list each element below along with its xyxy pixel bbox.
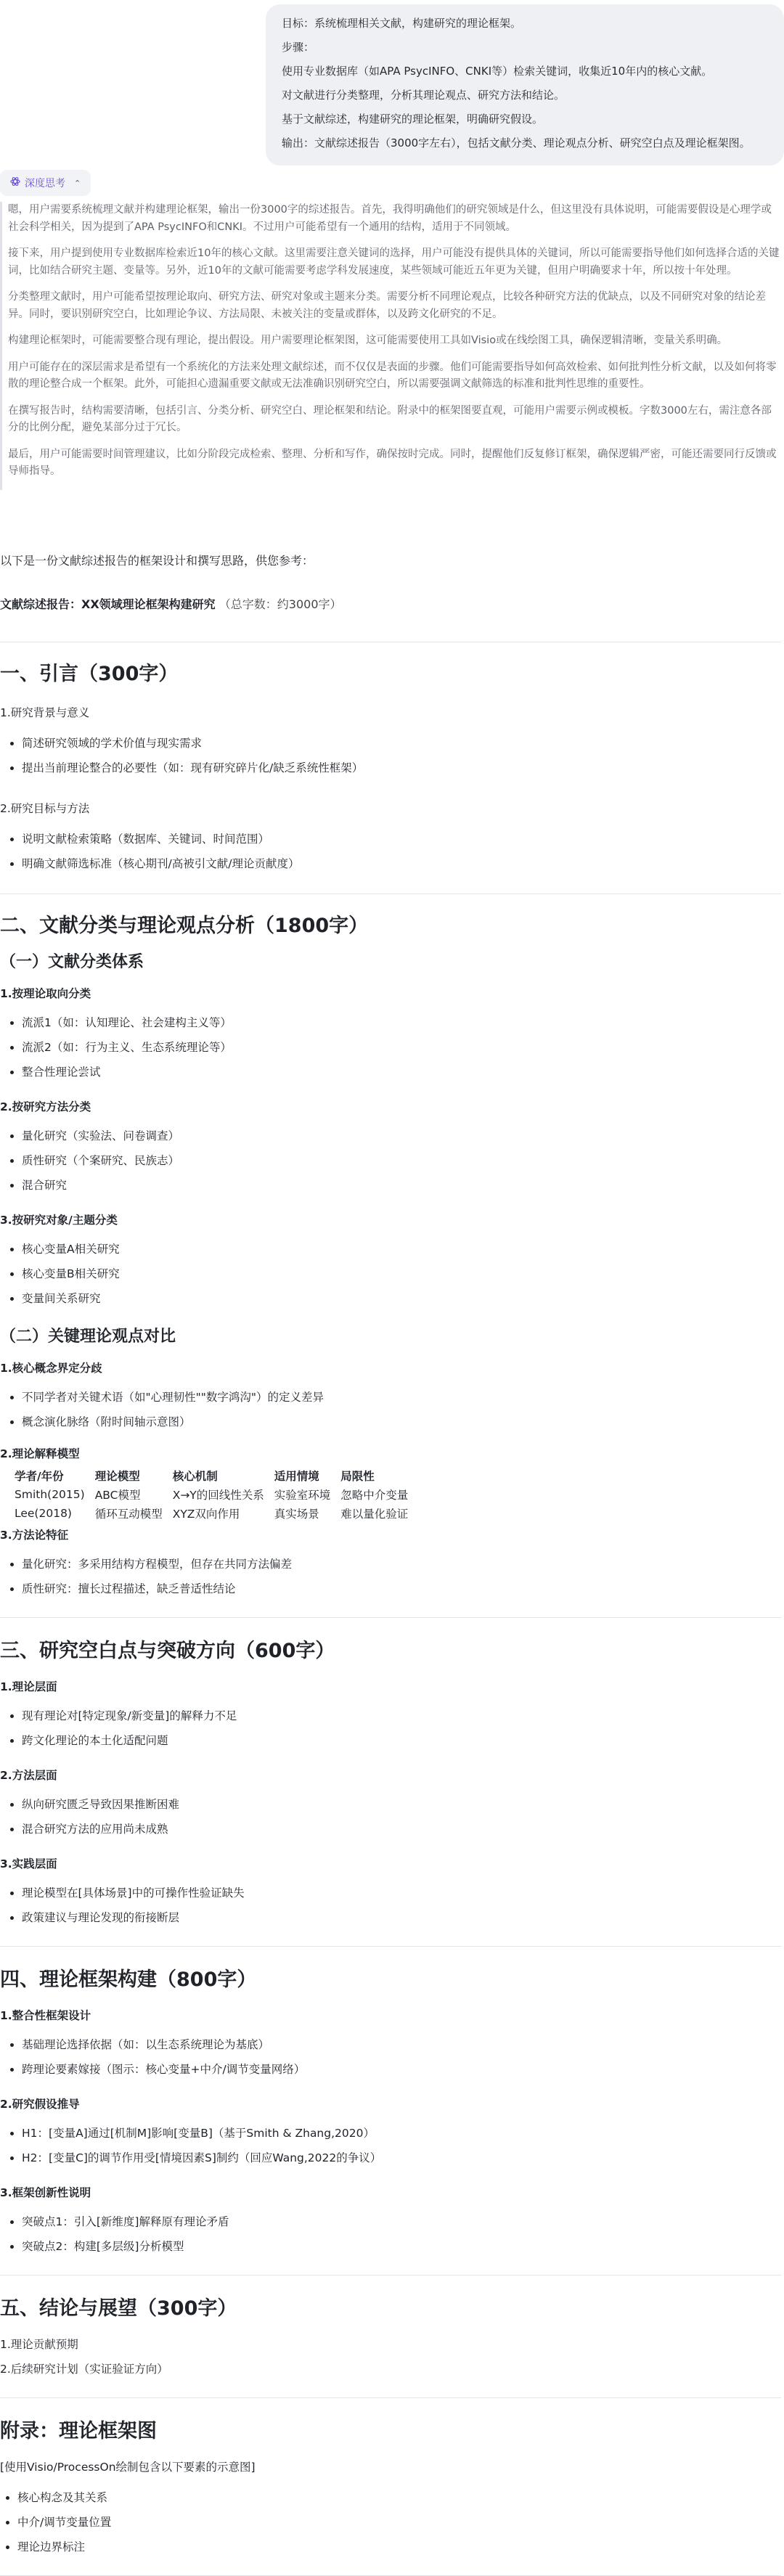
- subsection-heading: （一）文献分类体系: [0, 953, 144, 971]
- table-cell: XYZ双向作用: [172, 1508, 240, 1521]
- list-item: • H1：[变量A]通过[机制M]影响[变量B]（基于Smith & Zhang,2020）: [22, 2121, 781, 2146]
- list-item: • H2：[变量C]的调节作用受[情境因素S]制约（回应Wang,2022的争议）: [22, 2146, 781, 2170]
- list-item: • 突破点1：引入[新维度]解释原有理论矛盾: [22, 2209, 781, 2234]
- bullet-list: [0, 1010, 781, 1084]
- section-heading: 一、引言（300字）: [0, 663, 179, 685]
- list-item: • 理论边界标注: [17, 2535, 781, 2559]
- table-cell: 忽略中介变量: [340, 1489, 409, 1502]
- subsection-label: 1.研究背景与意义: [0, 706, 90, 719]
- table-cell: Smith(2015): [15, 1488, 85, 1501]
- list-item: • 简述研究领域的学术价值与现实需求: [22, 731, 781, 756]
- subsection-label: 2.按研究方法分类: [0, 1100, 91, 1113]
- subsection-label: 3.框架创新性说明: [0, 2186, 91, 2199]
- report-title: [0, 594, 781, 642]
- bullet-list: [0, 1881, 781, 1930]
- subsection-label: 2.研究假设推导: [0, 2098, 80, 2111]
- table-row: [15, 1504, 418, 1523]
- bullet-list: [0, 2209, 781, 2259]
- thinking-paragraph: 接下来，用户提到使用专业数据库检索近10年的核心文献。这里需要注意关键词的选择，用户可能没有提供具体的关键词，所以可能需要指导他们如何选择合适的关键词，比如结合研究主题、变量等。另外，近10年的文献可能需要考虑学科发展速度，某些领域可能近五年更为关键，但用户明确要求十年，所以按十年处理。: [8, 248, 780, 277]
- list-item: • 理论模型在[具体场景]中的可操作性验证缺失: [22, 1881, 781, 1905]
- section-heading: 二、文献分类与理论观点分析（1800字）: [0, 915, 369, 937]
- section-heading: 五、结论与展望（300字）: [0, 2297, 237, 2320]
- thinking-paragraph: 最后，用户可能需要时间管理建议，比如分阶段完成检索、整理、分析和写作，确保按时完成。同时，提醒他们反复修订框架，确保逻辑严密，可能还需要同行反馈或导师指导。: [8, 448, 777, 477]
- section-heading: 四、理论框架构建（800字）: [0, 1968, 257, 1991]
- subsection-label: 1.理论贡献预期: [0, 2338, 78, 2351]
- list-item: • 混合研究: [22, 1173, 781, 1198]
- table-cell: ABC模型: [94, 1489, 141, 1502]
- list-item: • 说明文献检索策略（数据库、关键词、时间范围）: [22, 827, 781, 851]
- list-item: • 量化研究（实验法、问卷调查）: [22, 1124, 781, 1148]
- list-item: • 不同学者对关键术语（如"心理韧性""数字鸿沟"）的定义差异: [22, 1385, 781, 1410]
- list-item: • 变量间关系研究: [22, 1286, 781, 1311]
- list-item: • 核心变量A相关研究: [22, 1237, 781, 1262]
- table-header-cell: 适用情境: [274, 1470, 319, 1483]
- list-item: • 跨理论要素嫁接（图示：核心变量+中介/调节变量网络）: [22, 2057, 781, 2082]
- list-item: • 流派1（如：认知理论、社会建构主义等）: [22, 1010, 781, 1035]
- list-item: • 质性研究：擅长过程描述，缺乏普适性结论: [22, 1577, 781, 1601]
- list-item: • 明确文献筛选标准（核心期刊/高被引文献/理论贡献度）: [22, 851, 781, 876]
- bullet-list: [0, 731, 781, 780]
- user-message-line: 步骤：: [282, 41, 315, 54]
- user-message-line: 基于文献综述，构建研究的理论框架，明确研究假设。: [282, 113, 544, 126]
- thinking-paragraph: 嗯，用户需要系统梳理文献并构建理论框架，输出一份3000字的综述报告。首先，我得明确他们的研究领域是什么，但这里没有具体说明，可能需要假设是心理学或社会科学相关，因为提到了APA PsycINFO和CNKI。不过用户可能希望有一个通用的结构，适用于不同领域。: [8, 204, 772, 233]
- bullet-list: [0, 2032, 781, 2082]
- subsection-label: 1.按理论取向分类: [0, 987, 91, 1000]
- user-message-line: 使用专业数据库（如APA PsycINFO、CNKI等）检索关键词，收集近10年内的核心文献。: [282, 65, 713, 78]
- thinking-paragraph: 分类整理文献时，用户可能希望按理论取向、研究方法、研究对象或主题来分类。需要分析不同理论观点，比较各种研究方法的优缺点，以及不同研究对象的结论差异。同时，要识别研究空白，比如理论争议、方法局限、未被关注的变量或群体，以及跨文化研究的不足。: [8, 291, 766, 320]
- bullet-list: [0, 1704, 781, 1753]
- table-header-cell: 局限性: [340, 1470, 375, 1483]
- section-heading: 三、研究空白点与突破方向（600字）: [0, 1640, 335, 1662]
- user-message-line: 目标：系统梳理相关文献，构建研究的理论框架。: [282, 17, 522, 30]
- subsection-label: 1.核心概念界定分歧: [0, 1362, 102, 1375]
- bullet-list: [0, 2485, 781, 2559]
- list-item: • 核心变量B相关研究: [22, 1262, 781, 1286]
- list-item: • 中介/调节变量位置: [17, 2510, 781, 2535]
- list-item: • 质性研究（个案研究、民族志）: [22, 1148, 781, 1173]
- report-title-text: 文献综述报告：XX领域理论框架构建研究: [0, 597, 216, 611]
- table-header-row: [15, 1466, 418, 1485]
- report-word-count: （总字数：约3000字）: [219, 597, 342, 611]
- thinking-paragraph: 在撰写报告时，结构需要清晰，包括引言、分类分析、研究空白、理论框架和结论。附录中的框架图要直观，可能用户需要示例或模板。字数3000左右，需注意各部分的比例分配，避免某部分过于冗长。: [8, 404, 772, 433]
- list-item: • 政策建议与理论发现的衔接断层: [22, 1905, 781, 1930]
- list-item: • 跨文化理论的本土化适配问题: [22, 1728, 781, 1753]
- theory-comparison-table: [15, 1466, 418, 1523]
- bullet-list: [0, 1385, 781, 1434]
- subsection-label: 2.方法层面: [0, 1769, 57, 1782]
- table-header-cell: 理论模型: [94, 1470, 140, 1483]
- answer-intro: 以下是一份文献综述报告的框架设计和撰写思路，供您参考：: [0, 554, 314, 568]
- table-cell: 真实场景: [274, 1508, 319, 1521]
- subsection-label: 2.后续研究计划（实证验证方向）: [0, 2363, 168, 2376]
- list-item: • 提出当前理论整合的必要性（如：现有研究碎片化/缺乏系统性框架）: [22, 756, 781, 780]
- user-message-line: 对文献进行分类整理，分析其理论观点、研究方法和结论。: [282, 89, 565, 102]
- table-row: [15, 1485, 418, 1504]
- list-item: • 量化研究：多采用结构方程模型，但存在共同方法偏差: [22, 1552, 781, 1577]
- subsection-label: 2.理论解释模型: [0, 1447, 80, 1460]
- user-message-bubble: [266, 4, 784, 165]
- atom-icon: [10, 176, 20, 189]
- subsection-label: 3.方法论特征: [0, 1529, 69, 1542]
- answer-body: [0, 550, 781, 2576]
- subsection-label: 1.理论层面: [0, 1680, 57, 1693]
- subsection-heading: （二）关键理论观点对比: [0, 1328, 176, 1346]
- bullet-list: [0, 1552, 781, 1601]
- list-item: • 混合研究方法的应用尚未成熟: [22, 1817, 781, 1841]
- list-item: • 核心构念及其关系: [17, 2485, 781, 2510]
- table-cell: 循环互动模型: [94, 1508, 163, 1521]
- table-cell: Lee(2018): [15, 1507, 72, 1520]
- bullet-list: [0, 1237, 781, 1311]
- list-item: • 纵向研究匮乏导致因果推断困难: [22, 1792, 781, 1817]
- bullet-list: [0, 1124, 781, 1198]
- subsection-label: 1.整合性框架设计: [0, 2009, 91, 2022]
- thinking-paragraph: 用户可能存在的深层需求是希望有一个系统化的方法来处理文献综述，而不仅仅是表面的步骤。他们可能需要指导如何高效检索、如何批判性分析文献，以及如何将零散的理论整合成一个框架。此外，可能担心遗漏重要文献或无法准确识别研究空白，所以需要强调文献筛选的标准和批判性思维的重要性。: [8, 361, 777, 390]
- section-heading: 附录：理论框架图: [0, 2420, 157, 2442]
- table-header-cell: 核心机制: [172, 1470, 218, 1483]
- table-cell: X→Y的回线性关系: [172, 1489, 264, 1502]
- thinking-panel: [0, 202, 784, 490]
- deep-thinking-toggle[interactable]: [0, 170, 91, 196]
- table-header-cell: 学者/年份: [15, 1470, 64, 1483]
- bullet-list: [0, 1792, 781, 1841]
- subsection-label: 3.实践层面: [0, 1857, 57, 1870]
- list-item: • 基础理论选择依据（如：以生态系统理论为基底）: [22, 2032, 781, 2057]
- list-item: • 突破点2：构建[多层级]分析模型: [22, 2234, 781, 2259]
- table-cell: 实验室环境: [274, 1489, 331, 1502]
- user-message-line: 输出：文献综述报告（3000字左右），包括文献分类、理论观点分析、研究空白点及理论框架图。: [282, 136, 751, 150]
- deep-thinking-label: 深度思考: [25, 178, 65, 189]
- list-item: • 现有理论对[特定现象/新变量]的解释力不足: [22, 1704, 781, 1728]
- chevron-up-icon: ⌃: [74, 178, 81, 188]
- table-cell: 难以量化验证: [340, 1508, 409, 1521]
- bullet-list: [0, 827, 781, 876]
- appendix-description: [使用Visio/ProcessOn绘制包含以下要素的示意图]: [0, 2461, 256, 2474]
- subsection-label: 2.研究目标与方法: [0, 802, 90, 815]
- subsection-label: 3.按研究对象/主题分类: [0, 1214, 118, 1227]
- thinking-paragraph: 构建理论框架时，可能需要整合现有理论，提出假设。用户需要理论框架图，这可能需要使用工具如Visio或在线绘图工具，确保逻辑清晰，变量关系明确。: [8, 335, 728, 346]
- list-item: • 流派2（如：行为主义、生态系统理论等）: [22, 1035, 781, 1060]
- list-item: • 概念演化脉络（附时间轴示意图）: [22, 1410, 781, 1434]
- bullet-list: [0, 2121, 781, 2170]
- list-item: • 整合性理论尝试: [22, 1060, 781, 1084]
